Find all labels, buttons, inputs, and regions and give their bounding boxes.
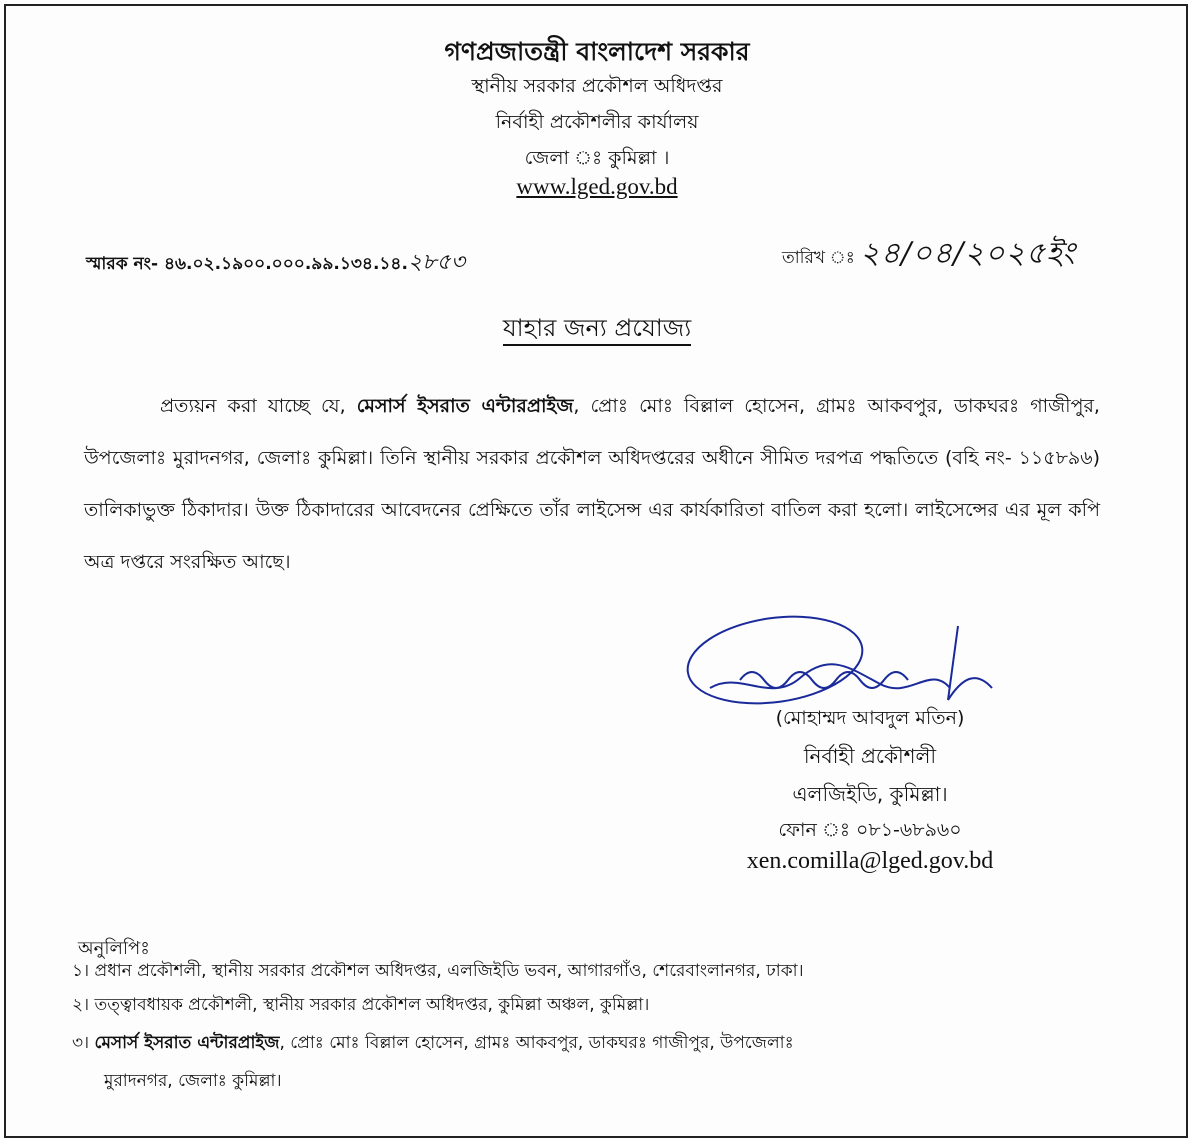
copy-item-3 — [72, 1030, 794, 1058]
date-label: তারিখ ঃ — [782, 248, 855, 268]
memo-number-value: ৪৬.০২.১৯০০.০০০.৯৯.১৩৪.১৪. — [163, 254, 408, 274]
signature-image — [680, 608, 1010, 718]
website-line — [0, 174, 1194, 200]
memo-label: স্মারক নং- — [86, 254, 159, 274]
copy-item-1: ১। প্রধান প্রকৌশলী, স্থানীয় সরকার প্রকৌশল অধিদপ্তর, এলজিইডি ভবন, আগারগাঁও, শেরেবাংলানগর, ঢাকা। — [72, 961, 804, 981]
copy-item-3-rest: , প্রোঃ মোঃ বিল্লাল হোসেন, গ্রামঃ আকবপুর, ডাকঘরঃ গাজীপুর, উপজেলাঃ — [279, 1033, 794, 1053]
signatory-designation: নির্বাহী প্রকৌশলী — [803, 744, 937, 768]
office-name: নির্বাহী প্রকৌশলীর কার্যালয় — [495, 111, 699, 133]
copy-item-3-continuation: মুরাদনগর, জেলাঃ কুমিল্লা। — [104, 1071, 282, 1091]
body-rest: , প্রোঃ মোঃ বিল্লাল হোসেন, গ্রামঃ আকবপুর, ডাকঘরঃ গাজীপুর, উপজেলাঃ মুরাদনগর, জেলাঃ কুমিল্লা। তিনি স্থানীয় সরকার প্রকৌশল অধিদপ্তরের অধীনে সীমিত দরপত্র পদ্ধতিতে (বহি নং- ১১৫৮৯৬) তালিকাভুক্ত ঠিকাদার। উক্ত ঠিকাদারের আবেদনের প্রেক্ষিতে তাঁর লাইসেন্স এর কার্যকারিতা বাতিল করা হলো। লাইসেন্সের এর মূল কপি অত্র দপ্তরে সংরক্ষিত আছে। — [84, 395, 1100, 573]
signatory-office: এলজিইডি, কুমিল্লা। — [792, 782, 948, 806]
copy-item-2: ২। তত্ত্বাবধায়ক প্রকৌশলী, স্থানীয় সরকার প্রকৌশল অধিদপ্তর, কুমিল্লা অঞ্চল, কুমিল্লা। — [72, 995, 650, 1015]
signatory-name: (মোহাম্মদ আবদুল মতিন) — [775, 707, 965, 729]
body-intro: প্রত্যয়ন করা যাচ্ছে যে, — [160, 395, 357, 417]
copy-item-3-firm: মেসার্স ইসরাত এন্টারপ্রাইজ — [94, 1033, 280, 1053]
date-line — [782, 229, 1076, 280]
website-link[interactable]: www.lged.gov.bd — [516, 174, 678, 199]
copies-label: অনুলিপিঃ — [78, 938, 150, 959]
signatory-phone: ফোন ঃ ০৮১-৬৮৯৬০ — [778, 819, 962, 841]
subject-text: যাহার জন্য প্রযোজ্য — [503, 314, 691, 346]
district-line: জেলা ঃ কুমিল্লা । — [524, 147, 670, 169]
body-paragraph — [84, 380, 1100, 588]
memo-number — [86, 245, 465, 282]
date-handwritten: ২৪/০৪/২০২৫ইং — [860, 236, 1076, 271]
memo-handwritten-suffix: ২৮৫৩ — [407, 250, 466, 275]
government-title: গণপ্রজাতন্ত্রী বাংলাদেশ সরকার — [444, 37, 750, 66]
signatory-email[interactable]: xen.comilla@lged.gov.bd — [746, 848, 994, 874]
copy-item-3-prefix: ৩। — [72, 1033, 95, 1053]
body-firm-name: মেসার্স ইসরাত এন্টারপ্রাইজ — [356, 395, 574, 417]
subject-heading — [0, 310, 1194, 350]
department-name: স্থানীয় সরকার প্রকৌশল অধিদপ্তর — [471, 75, 723, 97]
